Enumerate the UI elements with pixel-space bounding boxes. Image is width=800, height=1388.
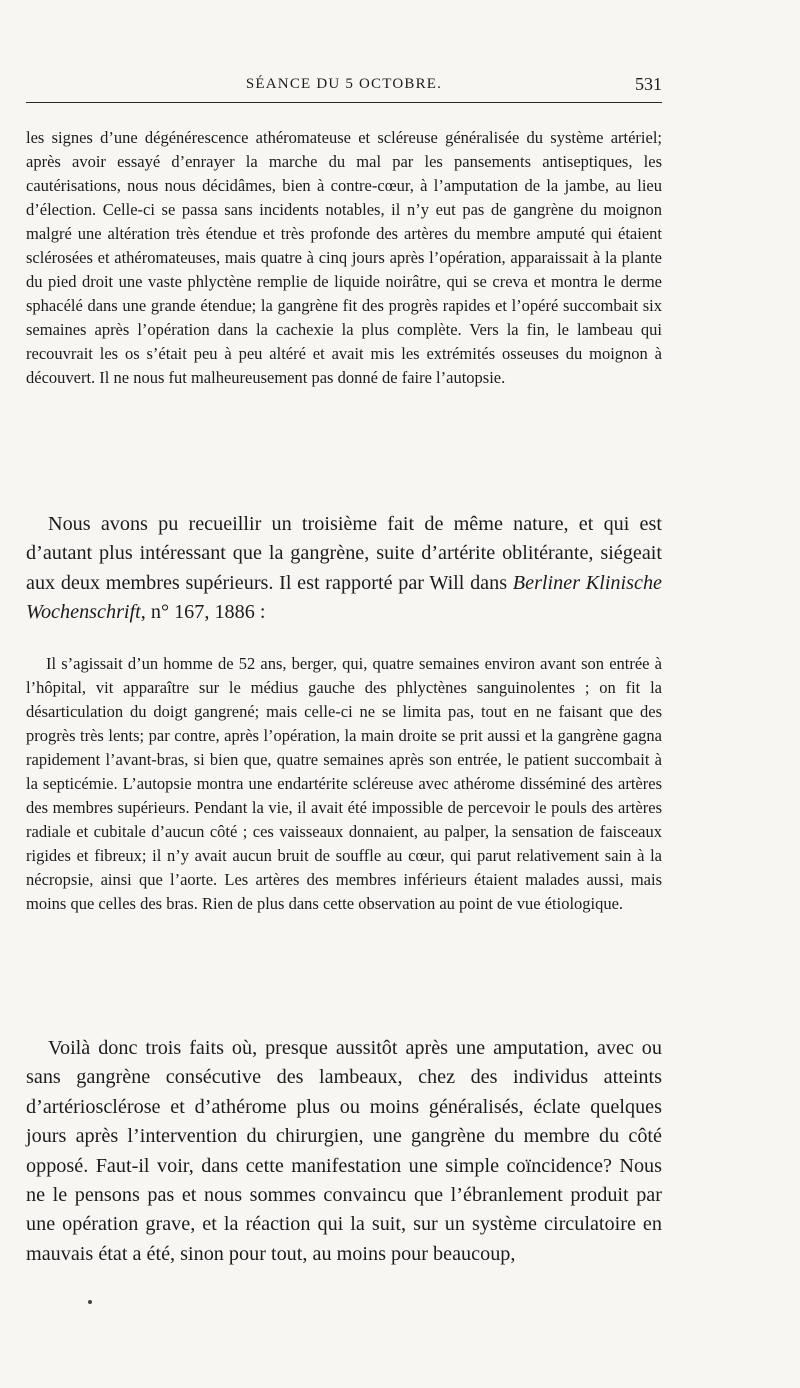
paragraph-third-case [26, 510, 662, 628]
paragraph-case-report: Il s’agissait d’un homme de 52 ans, berger, qui, quatre semaines environ avant son entrée à l’hôpital, vit apparaître sur le médius gauche des phlyctènes sanguinolentes ; on fit la désarticulation du doigt gangrené; mais celle-ci ne se limita pas, tout en ne faisant que des progrès très lents; par contre, après l’opération, la main droite se prit aussi et la gangrène gagna rapidement l’avant-bras, si bien que, quatre semaines après son entrée, le patient succombait à la septicémie. L’autopsie montra une endartérite scléreuse avec athérome disséminé des artères des membres supérieurs. Pendant la vie, il avait été impossible de percevoir le pouls des artères radiale et cubitale d’aucun côté ; ces vaisseaux donnaient, au palper, la sensation de faisceaux rigides et fibreux; il n’y avait aucun bruit de souffle au cœur, qui parut relativement sain à la nécropsie, ainsi que l’aorte. Les artères des membres inférieurs étaient malades aussi, mais moins que celles des bras. Rien de plus dans cette observation au point de vue étiologique. [26, 654, 662, 913]
running-head-title: SÉANCE DU 5 OCTOBRE. [245, 76, 443, 92]
paragraph-continuation: les signes d’une dégénérescence athéromateuse et scléreuse généralisée du système artériel; après avoir essayé d’enrayer la marche du mal par les pansements antiseptiques, les cautérisations, nous nous décidâmes, bien à contre-cœur, à l’amputation de la jambe, au lieu d’élection. Celle-ci se passa sans incidents notables, il n’y eut pas de gangrène du moignon malgré une altération très étendue et très profonde des artères du membre amputé qui étaient sclérosées et athéromateuses, mais quatre à cinq jours après l’opération, apparaissait à la plante du pied droit une vaste phlyctène remplie de liquide noirâtre, qui se creva et montra le derme sphacélé dans une grande étendue; la gangrène fit des progrès rapides et l’opéré succombait six semaines après l’opération dans la cachexie la plus complète. Vers la fin, le lambeau qui recouvrait les os s’était peu à peu altéré et avait mis les extrémités osseuses du moignon à découvert. Il ne nous fut malheureusement pas donné de faire l’autopsie. [26, 128, 662, 387]
ink-speck [88, 1300, 92, 1304]
paragraph-conclusion: Voilà donc trois faits où, presque aussitôt après une amputation, avec ou sans gangrène consécutive des lambeaux, chez des individus atteints d’artériosclérose et d’athérome plus ou moins généralisés, éclate quelques jours après l’intervention du chirurgien, une gangrène du membre du côté opposé. Faut-il voir, dans cette manifestation une simple coïncidence? Nous ne le pensons pas et nous sommes convaincu que l’ébranlement produit par une opération grave, et la réaction qui la suit, sur un système circulatoire en mauvais état a été, sinon pour tout, au moins pour beaucoup, [26, 1037, 662, 1265]
journal-title: Berliner Klinische Wochenschrift [26, 571, 662, 624]
page-number: 531 [635, 74, 662, 94]
running-head [26, 72, 662, 103]
paragraph-third-case-text: Nous avons pu recueillir un troisième fait de même nature, et qui est d’autant plus intéressant que la gangrène, suite d’artérite oblitérante, siégeait aux deux membres supérieurs. Il est rapporté par Will dans [26, 513, 662, 594]
citation-number: , n° 167, 1886 : [140, 601, 266, 624]
